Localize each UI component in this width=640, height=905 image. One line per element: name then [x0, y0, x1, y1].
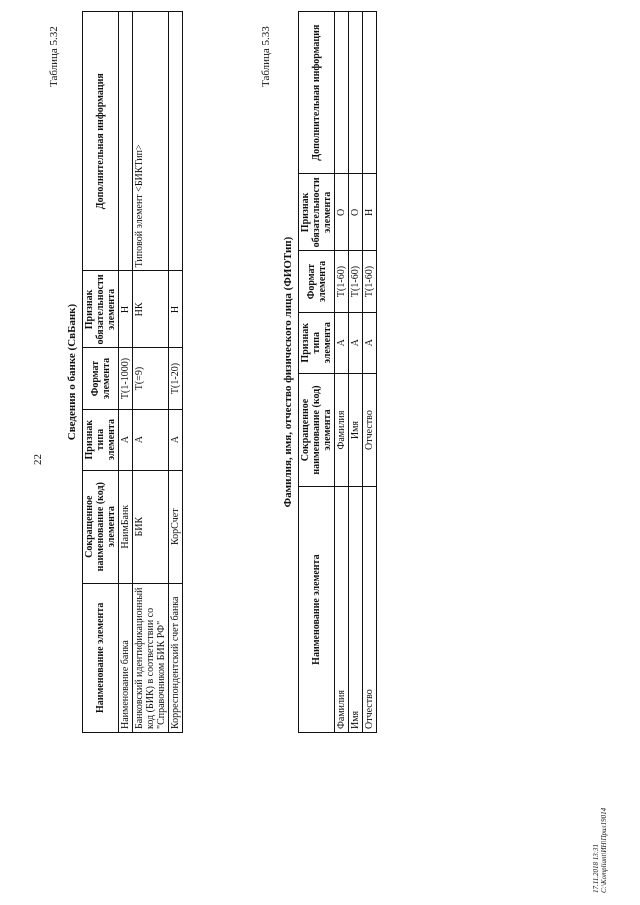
table2-caption: Таблица 5.33: [260, 26, 272, 87]
cell-additional-info: [363, 12, 377, 174]
cell-element-name: Отчество: [363, 487, 377, 733]
table-row: [349, 12, 363, 733]
table-row: [363, 12, 377, 733]
cell-element-name: Банковский идентификационный код (БИК) в соответствии со "Справочником БИК РФ": [133, 583, 169, 732]
cell-required-flag: Н: [363, 174, 377, 251]
header-short-code: Сокращенное наименование (код) элемента: [299, 373, 335, 486]
header-format: Формат элемента: [299, 251, 335, 312]
cell-type-flag: А: [349, 312, 363, 373]
cell-type-flag: А: [119, 409, 133, 470]
table-row: [169, 12, 183, 733]
cell-element-name: Корреспондентский счет банка: [169, 583, 183, 732]
table-header-row: [83, 12, 119, 733]
header-element-name: Наименование элемента: [299, 487, 335, 733]
cell-required-flag: НК: [133, 271, 169, 348]
cell-short-code: Имя: [349, 373, 363, 486]
cell-short-code: Фамилия: [335, 373, 349, 486]
cell-format: T(1-60): [335, 251, 349, 312]
cell-required-flag: О: [335, 174, 349, 251]
header-additional-info: Дополнительная информация: [299, 12, 335, 174]
cell-type-flag: А: [133, 409, 169, 470]
cell-element-name: Наименование банка: [119, 583, 133, 732]
cell-type-flag: А: [169, 409, 183, 470]
bank-info-table: [82, 11, 183, 733]
cell-additional-info: [119, 12, 133, 271]
table2-title: Фамилия, имя, отчество физического лица (ФИОТип): [282, 236, 294, 508]
cell-required-flag: О: [349, 174, 363, 251]
header-format: Формат элемента: [83, 348, 119, 409]
file-stamp-path: C:\Kompliant\ИН\Прил19014: [600, 807, 608, 893]
cell-format: T(1-1000): [119, 348, 133, 409]
header-required-flag: Признак обязательности элемента: [299, 174, 335, 251]
cell-format: T(1-60): [363, 251, 377, 312]
cell-additional-info: [169, 12, 183, 271]
cell-additional-info: Типовой элемент <БИКТип>: [133, 12, 169, 271]
cell-short-code: Отчество: [363, 373, 377, 486]
cell-format: T(1-60): [349, 251, 363, 312]
page-number: 22: [32, 454, 44, 465]
header-required-flag: Признак обязательности элемента: [83, 271, 119, 348]
cell-short-code: КорСчет: [169, 470, 183, 583]
cell-required-flag: Н: [119, 271, 133, 348]
table-row: [133, 12, 169, 733]
cell-type-flag: А: [363, 312, 377, 373]
cell-additional-info: [349, 12, 363, 174]
cell-additional-info: [335, 12, 349, 174]
cell-type-flag: А: [335, 312, 349, 373]
cell-format: T(=9): [133, 348, 169, 409]
cell-short-code: БИК: [133, 470, 169, 583]
file-stamp-date: 17.11.2018 13:31: [592, 843, 600, 893]
header-additional-info: Дополнительная информация: [83, 12, 119, 271]
cell-format: T(1-20): [169, 348, 183, 409]
file-stamp: [592, 808, 608, 893]
table1-caption: Таблица 5.32: [48, 26, 60, 87]
cell-element-name: Имя: [349, 487, 363, 733]
table-header-row: [299, 12, 335, 733]
header-type-flag: Признак типа элемента: [299, 312, 335, 373]
table-row: [335, 12, 349, 733]
header-type-flag: Признак типа элемента: [83, 409, 119, 470]
table-row: [119, 12, 133, 733]
person-name-table: [298, 11, 377, 733]
header-element-name: Наименование элемента: [83, 583, 119, 732]
header-short-code: Сокращенное наименование (код) элемента: [83, 470, 119, 583]
cell-required-flag: Н: [169, 271, 183, 348]
table1-title: Сведения о банке (СвБанк): [66, 303, 78, 441]
cell-short-code: НаимБанк: [119, 470, 133, 583]
cell-element-name: Фамилия: [335, 487, 349, 733]
